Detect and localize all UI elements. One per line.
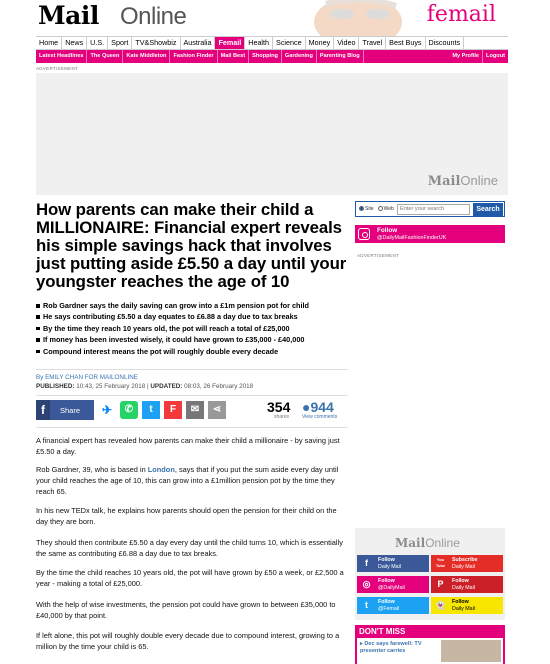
follow-snapchat-button[interactable]: 👻 Follow Daily Mail — [431, 597, 503, 614]
social-follow-box — [355, 528, 505, 620]
follow-pinterest-button[interactable]: P Follow Daily Mail — [431, 576, 503, 593]
pinterest-icon: P — [437, 579, 444, 589]
byline[interactable]: By EMILY CHAN FOR MAILONLINE — [36, 374, 138, 381]
nav-item-video[interactable]: Video — [334, 37, 359, 49]
subscribe-youtube-button[interactable]: You Tube Subscribe Daily Mail — [431, 555, 503, 572]
nav-item-us[interactable]: U.S. — [87, 37, 108, 49]
article-paragraph: A financial expert has revealed how parents can make their child a millionaire - by saving just £5.50 a day. — [36, 436, 340, 457]
article-paragraph: In his new TEDx talk, he explains how parents should open the pension for their child on the day they are born. — [36, 506, 337, 527]
comment-bubble-icon: ● — [302, 399, 311, 415]
nav-item-health[interactable]: Health — [245, 37, 273, 49]
share-bar — [36, 399, 348, 421]
radio-selected-icon — [359, 206, 364, 211]
summary-bullet: By the time they reach 10 years old, the pot will reach a total of £25,000 — [36, 323, 348, 334]
radio-icon — [378, 206, 383, 211]
mail-logo[interactable]: Mail — [38, 1, 99, 30]
divider — [36, 369, 348, 370]
comments-count[interactable]: ●944 — [302, 399, 334, 415]
share-count-label: shares — [274, 414, 290, 420]
dont-miss-title: DON'T MISS — [359, 627, 406, 636]
follow-facebook-button[interactable]: f Follow Daily Mail — [357, 555, 429, 572]
article-summary-bullets — [36, 300, 348, 357]
follow-label: Follow — [377, 227, 398, 234]
whatsapp-icon[interactable]: ✆ — [120, 401, 138, 419]
nav-item-travel[interactable]: Travel — [359, 37, 386, 49]
nav-item-discounts[interactable]: Discounts — [426, 37, 465, 49]
view-comments-link[interactable]: View comments — [302, 414, 338, 420]
logout-link[interactable]: Logout — [486, 53, 505, 59]
summary-bullet: Rob Gardner says the daily saving can grow into a £1m pension pot for child — [36, 300, 348, 311]
site-search — [355, 201, 505, 217]
summary-bullet: He says contributing £5.50 a day equates to £6.88 a day due to tax breaks — [36, 311, 348, 322]
messenger-icon[interactable]: ✈ — [101, 403, 113, 417]
search-scope-options — [359, 206, 394, 212]
article-paragraph: If left alone, this pot will roughly double every decade due to compound interest, growing to a million by the time your child is 65. — [36, 631, 340, 652]
article-paragraph: They should then contribute £5.50 a day every day until the child turns 10, which is essentially the same as contributing £6.88 a day due to tax breaks. — [36, 538, 343, 559]
right-advertisement[interactable] — [355, 258, 505, 520]
subnav-item-the-queen[interactable]: The Queen — [87, 50, 123, 63]
article-paragraph: Rob Gardner, 39, who is based in London, says that if you put the sum aside every day until your child reaches the age of 10, this can grow into a £1million pension pot by the time they reach 65. — [36, 465, 339, 497]
nav-item-tvshowbiz[interactable]: TV&Showbiz — [132, 37, 180, 49]
instagram-icon — [358, 228, 370, 240]
london-link[interactable]: London — [147, 465, 175, 474]
subnav-item-kate-middleton[interactable]: Kate Middleton — [123, 50, 170, 63]
nav-item-news[interactable]: News — [62, 37, 87, 49]
search-scope-site[interactable]: Site — [359, 206, 374, 212]
divider — [36, 395, 348, 396]
subnav-item-gardening[interactable]: Gardening — [282, 50, 317, 63]
dont-miss-thumbnail — [441, 640, 501, 662]
email-icon[interactable]: ✉ — [186, 401, 204, 419]
dateline: PUBLISHED: 10:43, 25 February 2018 | UPDATED: 08:03, 26 February 2018 — [36, 383, 254, 390]
subnav-item-fashion-finder[interactable]: Fashion Finder — [170, 50, 217, 63]
article-paragraph: With the help of wise investments, the pension pot could have grown to between £35,000 to £40,000 by that point. — [36, 600, 336, 621]
divider — [36, 427, 348, 428]
nav-item-money[interactable]: Money — [306, 37, 335, 49]
ad-mailonline-logo: MailOnline — [427, 173, 498, 189]
advertisement-label: ADVERTISEMENT — [36, 66, 79, 71]
twitter-icon[interactable]: t — [142, 401, 160, 419]
article-headline: How parents can make their child a MILLIONAIRE: Financial expert reveals his simple savings hack that involves just putting aside £5.50 a day until your youngster reaches the age of 10 — [36, 200, 347, 291]
nav-item-femail[interactable]: Femail — [215, 37, 245, 49]
nav-item-australia[interactable]: Australia — [181, 37, 216, 49]
subnav-item-parenting-blog[interactable]: Parenting Blog — [317, 50, 364, 63]
hero-portrait-image — [306, 0, 446, 36]
femail-subnav — [36, 50, 508, 63]
dont-miss-headline: ▸ Dec says farewell: TV presenter carries — [360, 641, 422, 654]
share-count: 354 — [267, 399, 291, 415]
search-input[interactable]: Enter your search — [397, 204, 470, 215]
summary-bullet: Compound interest means the pot will roughly double every decade — [36, 346, 348, 357]
nav-item-home[interactable]: Home — [36, 37, 62, 49]
top-advertisement[interactable] — [36, 73, 508, 195]
instagram-handle: @DailyMailFashionFinderUK — [377, 235, 447, 241]
online-logo[interactable]: Online — [120, 3, 187, 30]
nav-item-best-buys[interactable]: Best Buys — [386, 37, 425, 49]
main-nav — [36, 36, 508, 50]
flipboard-icon[interactable]: F — [164, 401, 182, 419]
masthead — [36, 0, 508, 36]
dont-miss-item[interactable] — [357, 638, 503, 664]
more-share-icon[interactable]: ⋖ — [208, 401, 226, 419]
search-scope-web[interactable]: Web — [378, 206, 394, 212]
nav-item-sport[interactable]: Sport — [108, 37, 132, 49]
instagram-icon: ◎ — [362, 579, 371, 589]
snapchat-icon: 👻 — [435, 601, 446, 610]
dont-miss-panel — [355, 625, 505, 664]
subnav-item-mail-best[interactable]: Mail Best — [218, 50, 250, 63]
twitter-icon: t — [365, 600, 368, 610]
facebook-share-button[interactable] — [36, 400, 94, 420]
youtube-icon: You Tube — [435, 557, 446, 568]
search-button[interactable]: Search — [473, 203, 503, 216]
facebook-icon: f — [365, 558, 368, 568]
subnav-item-latest-headlines[interactable]: Latest Headlines — [36, 50, 87, 63]
right-advertisement-label: ADVERTISEMENT — [357, 253, 400, 258]
facebook-icon: f — [36, 400, 50, 420]
femail-section-logo[interactable]: femail — [426, 2, 496, 27]
follow-instagram-banner[interactable] — [355, 225, 505, 243]
article-paragraph: By the time the child reaches 10 years old, the pot will have grown by £50 a week, or £2,500 a year - making a total of £25,000. — [36, 568, 344, 589]
social-mailonline-logo: MailOnline — [395, 536, 460, 550]
follow-twitter-button[interactable]: t Follow @Femail — [357, 597, 429, 614]
account-links — [449, 50, 508, 63]
subnav-item-shopping[interactable]: Shopping — [249, 50, 282, 63]
nav-item-science[interactable]: Science — [273, 37, 306, 49]
share-button-label: Share — [60, 405, 81, 415]
follow-instagram-button[interactable]: ◎ Follow @DailyMail — [357, 576, 429, 593]
my-profile-link[interactable]: My Profile — [449, 50, 483, 63]
summary-bullet: If money has been invested wisely, it could have grown to £35,000 - £40,000 — [36, 334, 348, 345]
